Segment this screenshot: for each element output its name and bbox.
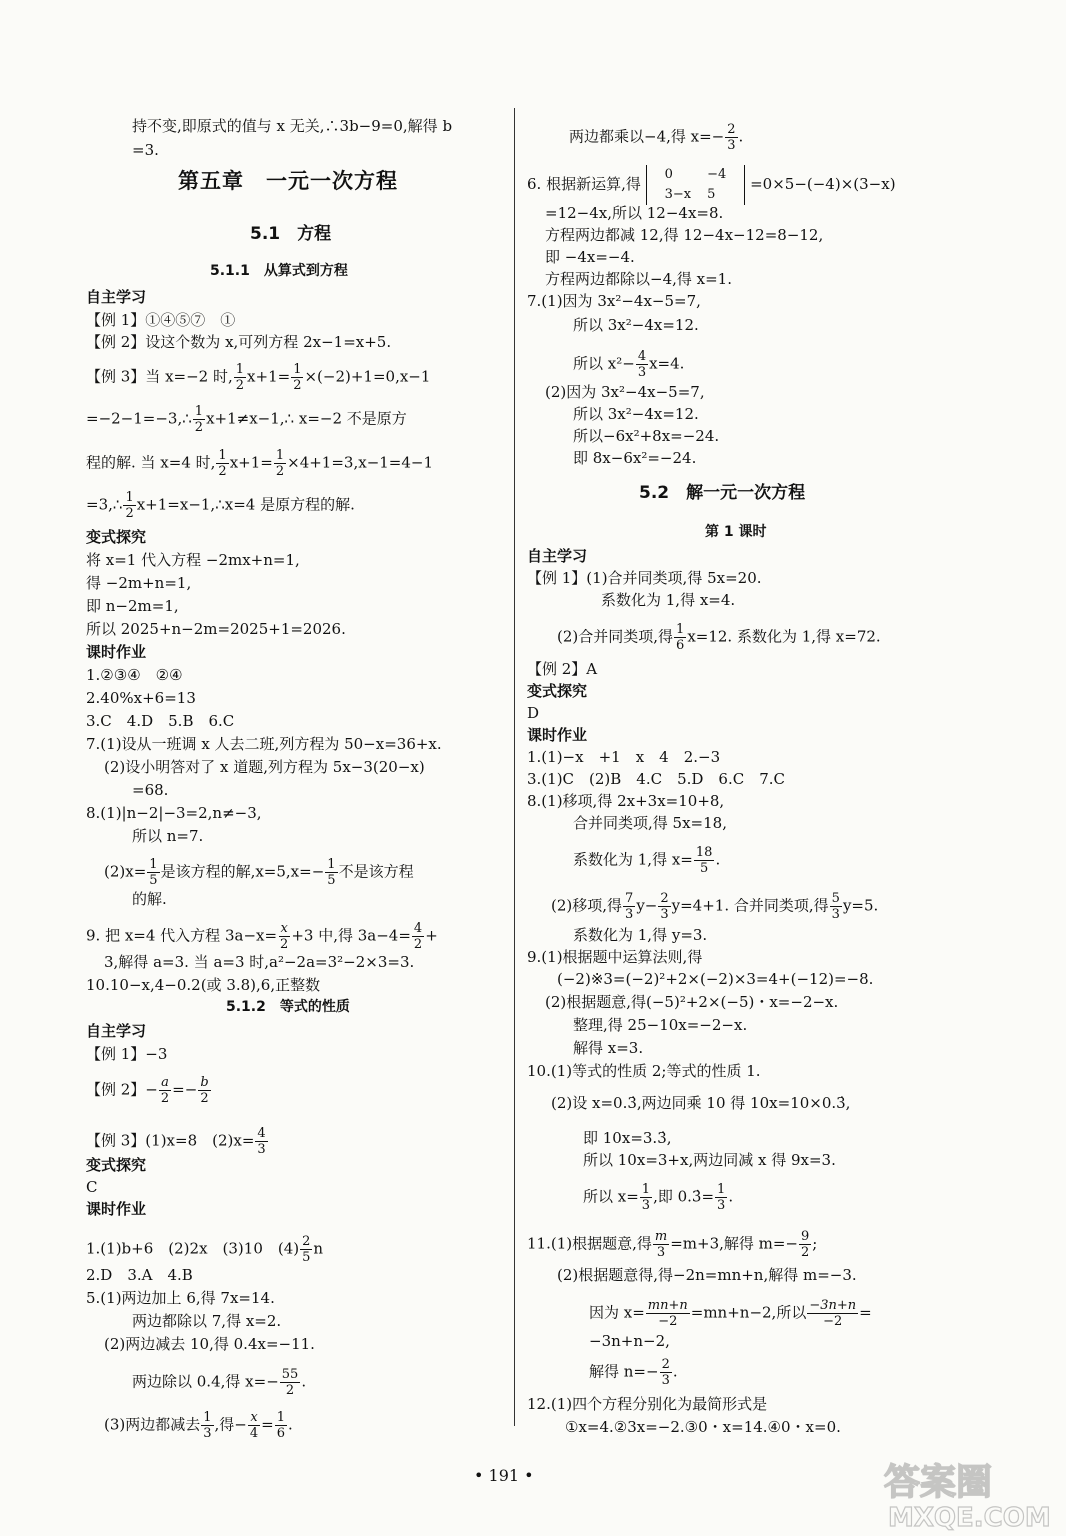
text-line: 【例 3】(1)x=8 (2)x= $\frac{4}{3}$ (86, 1126, 266, 1157)
page-number: • 191 • (474, 1466, 534, 1485)
fraction: $\frac{-3n+n}{-2}$ (809, 1298, 857, 1329)
text-line: (2)根据题意得,得−2n=mn+n,解得 m=−3. (557, 1266, 857, 1284)
example-2: 【例 2】设这个数为 x,可列方程 2x−1=x+5. (86, 333, 392, 351)
text-line: 两边都除以 7,得 x=2. (132, 1312, 282, 1330)
text-line: 7.(1)设从一班调 x 人去二班,列方程为 50−x=36+x. (86, 735, 442, 753)
watermark-url: MXQE.COM (888, 1503, 1051, 1532)
text-line: 持不变,即原式的值与 x 无关,∴3b−9=0,解得 b (132, 117, 453, 135)
subsection-title: 5.1.1 从算式到方程 (210, 263, 348, 279)
text-line: 【例 2】− $\frac{a}{2}$ =− $\frac{b}{2}$ (86, 1075, 209, 1106)
text-line: 系数化为 1,得 x=4. (601, 591, 736, 609)
text-line: 系数化为 1,得 y=3. (573, 926, 708, 944)
fraction: $\frac{x}{2}$ (280, 921, 289, 952)
fraction: $\frac{1}{2}$ (275, 448, 285, 479)
fraction: $\frac{1}{3}$ (203, 1410, 212, 1441)
text-line: 整理,得 25−10x=−2−x. (573, 1016, 748, 1034)
fraction: $\frac{1}{2}$ (194, 404, 204, 435)
text-line: 所以 2025+n−2m=2025+1=2026. (86, 620, 346, 638)
fraction: $\frac{18}{5}$ (695, 845, 713, 876)
text-line: 即 8x−6x²=−24. (573, 449, 697, 467)
subsection-title: 5.1.2 等式的性质 (226, 999, 350, 1015)
text-line: 的解. (132, 890, 167, 908)
text-line: 5.(1)两边加上 6,得 7x=14. (86, 1289, 275, 1307)
determinant: 0 −4 3−x 5 (646, 165, 746, 205)
fraction: $\frac{1}{6}$ (676, 622, 685, 653)
example-3-line: =3,∴ $\frac{1}{2}$ x+1=x−1,∴x=4 是原方程的解. (86, 490, 355, 521)
text-line: 即 n−2m=1, (86, 597, 179, 615)
example-3-line: 程的解. 当 x=4 时, $\frac{1}{2}$ x+1= $\frac{1}{2}$ ×4+1=3,x−1=4−1 (86, 448, 434, 479)
fraction: $\frac{x}{4}$ (249, 1410, 259, 1441)
text-line: 方程两边都减 12,得 12−4x−12=8−12, (545, 226, 824, 244)
text-line: =3. (132, 141, 159, 159)
example-1: 【例 1】①④⑤⑦ ① (86, 311, 236, 329)
text-line: 即 10x=3.3̇, (583, 1129, 672, 1147)
text-line: 所以 3x²−4x=12. (573, 316, 699, 334)
text-line: 所以 3x²−4x=12. (573, 405, 699, 423)
text-line: (3)两边都减去 $\frac{1}{3}$ ,得− $\frac{x}{4}$ = $\frac{1}{6}$ . (104, 1410, 293, 1441)
text-line: 方程两边都除以−4,得 x=1. (545, 270, 732, 288)
text-line: (2)因为 3x²−4x−5=7, (545, 383, 705, 401)
text-line: D (527, 704, 540, 722)
column-divider (514, 108, 515, 1426)
text-line: 所以 n=7. (132, 827, 204, 845)
heading-homework: 课时作业 (86, 643, 147, 661)
fraction: $\frac{1}{2}$ (125, 490, 134, 521)
text-line: 两边除以 0.4,得 x=− $\frac{55}{2}$ . (132, 1367, 307, 1398)
text-line: 即 −4x=−4. (545, 248, 635, 266)
text-line: 1.②③④ ②④ (86, 666, 183, 684)
text-line: 9.(1)根据题中运算法则,得 (527, 948, 703, 966)
fraction: $\frac{2}{3}$ (660, 891, 669, 922)
text-line: 合并同类项,得 5x=18, (573, 814, 727, 832)
text-line: 8.(1)移项,得 2x+3x=10+8, (527, 792, 725, 810)
text-line: (−2)※3=(−2)²+2×(−2)×3=4+(−12)=−8. (557, 970, 874, 988)
text-line: 【例 1】−3 (86, 1045, 168, 1063)
text-line: 所以 x= $\frac{1}{3}$ ,即 0.3̇= $\frac{1}{3}$ . (583, 1182, 734, 1213)
fraction: $\frac{a}{2}$ (160, 1075, 170, 1106)
heading-homework: 课时作业 (527, 726, 588, 744)
heading-variant: 变式探究 (527, 682, 588, 700)
text-line: 【例 2】A (527, 660, 598, 678)
fraction: $\frac{2}{3}$ (727, 122, 736, 153)
fraction: $\frac{4}{2}$ (413, 921, 423, 952)
text-line: 所以 x²− $\frac{4}{3}$ x=4. (573, 349, 685, 380)
text-line: (2)设小明答对了 x 道题,列方程为 5x−3(20−x) (104, 758, 425, 776)
text-line: (2)设 x=0.3̇,两边同乘 10 得 10x=10×0.3̇, (551, 1094, 851, 1112)
heading-self-study: 自主学习 (527, 547, 588, 565)
text-line: 解得 x=3. (573, 1039, 644, 1057)
text-line: 解得 n=− $\frac{2}{3}$ . (589, 1357, 678, 1388)
fraction: $\frac{b}{2}$ (200, 1075, 209, 1106)
text-line: 所以 10x=3+x,两边同减 x 得 9x=3. (583, 1151, 836, 1169)
text-line: 12.(1)四个方程分别化为最简形式是 (527, 1395, 768, 1413)
text-line: 9. 把 x=4 代入方程 3a−x= $\frac{x}{2}$ +3 中,得 3a−4= $\frac{4}{2}$ + (86, 921, 438, 952)
section-title: 5.1 方程 (250, 224, 332, 244)
heading-self-study: 自主学习 (86, 1022, 147, 1040)
text-line: −3n+n−2, (589, 1332, 670, 1350)
text-line: 系数化为 1,得 x= $\frac{18}{5}$ . (573, 845, 721, 876)
lesson-title: 第 1 课时 (705, 524, 767, 540)
heading-variant: 变式探究 (86, 528, 147, 546)
text-line: 2.D 3.A 4.B (86, 1266, 193, 1284)
fraction: $\frac{1}{6}$ (276, 1410, 286, 1441)
text-line: 10.10−x,4−0.2(或 3.8),6,正整数 (86, 976, 321, 994)
fraction: $\frac{1}{2}$ (235, 362, 245, 393)
fraction: $\frac{1}{2}$ (293, 362, 302, 393)
heading-self-study: 自主学习 (86, 288, 147, 306)
watermark-text: 答案圈 (884, 1462, 993, 1503)
text-line: 2.40%x+6=13 (86, 689, 196, 707)
text-line: 3.C 4.D 5.B 6.C (86, 712, 235, 730)
section-title: 5.2 解一元一次方程 (639, 483, 806, 503)
fraction: $\frac{9}{2}$ (801, 1229, 810, 1260)
chapter-title: 第五章 一元一次方程 (178, 169, 398, 193)
text-line: 所以−6x²+8x=−24. (573, 427, 720, 445)
fraction: $\frac{1}{3}$ (641, 1182, 651, 1213)
text-line: 1.(1)−x +1 x 4 2.−3 (527, 748, 721, 766)
fraction: $\frac{m}{3}$ (654, 1229, 668, 1260)
text-line: =68. (132, 781, 169, 799)
text-line: 10.(1)等式的性质 2;等式的性质 1. (527, 1062, 761, 1080)
fraction: $\frac{2}{5}$ (302, 1234, 311, 1265)
text-line: 两边都乘以−4,得 x=− $\frac{2}{3}$ . (569, 122, 744, 153)
text-line: (2)两边减去 10,得 0.4x=−11. (104, 1335, 315, 1353)
text-line: 7.(1)因为 3x²−4x−5=7, (527, 292, 701, 310)
text-line: ①x=4.②3x=−2.③0・x=14.④0・x=0. (565, 1418, 841, 1436)
example-3-line: =−2−1=−3,∴ $\frac{1}{2}$ x+1≠x−1,∴ x=−2 不是原方 (86, 404, 407, 435)
fraction: $\frac{2}{3}$ (661, 1357, 670, 1388)
text-line: 得 −2m+n=1, (86, 574, 192, 592)
heading-homework: 课时作业 (86, 1200, 147, 1218)
text-line: (2)移项,得 $\frac{7}{3}$ y− $\frac{2}{3}$ y=4+1. 合并同类项,得 $\frac{5}{3}$ y=5. (551, 891, 879, 922)
fraction: $\frac{55}{2}$ (281, 1367, 299, 1398)
fraction: $\frac{4}{3}$ (257, 1126, 266, 1157)
fraction: $\frac{1}{5}$ (149, 857, 158, 888)
text-line: (2)合并同类项,得 $\frac{1}{6}$ x=12. 系数化为 1,得 x=72. (557, 622, 881, 653)
text-line: C (86, 1178, 98, 1196)
text-line: =12−4x,所以 12−4x=8. (545, 204, 724, 222)
text-line: 8.(1)|n−2|−3=2,n≠−3, (86, 804, 262, 822)
text-line: 因为 x= $\frac{mn+n}{-2}$ =mn+n−2,所以 $\frac{-3n+n}{-2}$ = (589, 1298, 872, 1329)
text-line: 3.(1)C (2)B 4.C 5.D 6.C 7.C (527, 770, 786, 788)
example-3-line: 【例 3】当 x=−2 时, $\frac{1}{2}$ x+1= $\frac{1}{2}$ ×(−2)+1=0,x−1 (86, 362, 431, 393)
text-line: 【例 1】(1)合并同类项,得 5x=20. (527, 569, 762, 587)
text-line: 3,解得 a=3. 当 a=3 时,a²−2a=3²−2×3=3. (104, 953, 415, 971)
fraction: $\frac{1}{3}$ (717, 1182, 726, 1213)
fraction: $\frac{4}{3}$ (637, 349, 647, 380)
text-line: 11.(1)根据题意,得 $\frac{m}{3}$ =m+3,解得 m=− $\frac{9}{2}$ ; (527, 1229, 818, 1260)
heading-variant: 变式探究 (86, 1156, 147, 1174)
fraction: $\frac{1}{2}$ (218, 448, 227, 479)
text-line: 1.(1)b+6 (2)2x (3)10 (4) $\frac{2}{5}$ n (86, 1234, 324, 1265)
text-line: (2)x= $\frac{1}{5}$ 是该方程的解,x=5,x=− $\frac{1}{5}$ 不是该方程 (104, 857, 414, 888)
fraction: $\frac{mn+n}{-2}$ (647, 1298, 688, 1329)
fraction: $\frac{5}{3}$ (831, 891, 840, 922)
fraction: $\frac{7}{3}$ (625, 891, 634, 922)
fraction: $\frac{1}{5}$ (327, 857, 336, 888)
text-line: (2)根据题意,得(−5)²+2×(−5)・x=−2−x. (545, 993, 839, 1011)
text-line: 6. 根据新运算,得 0 −4 3−x 5 =0×5−(−4)×(3−x) (527, 165, 896, 205)
text-line: 将 x=1 代入方程 −2mx+n=1, (86, 551, 300, 569)
watermark-logo (878, 1452, 1054, 1532)
